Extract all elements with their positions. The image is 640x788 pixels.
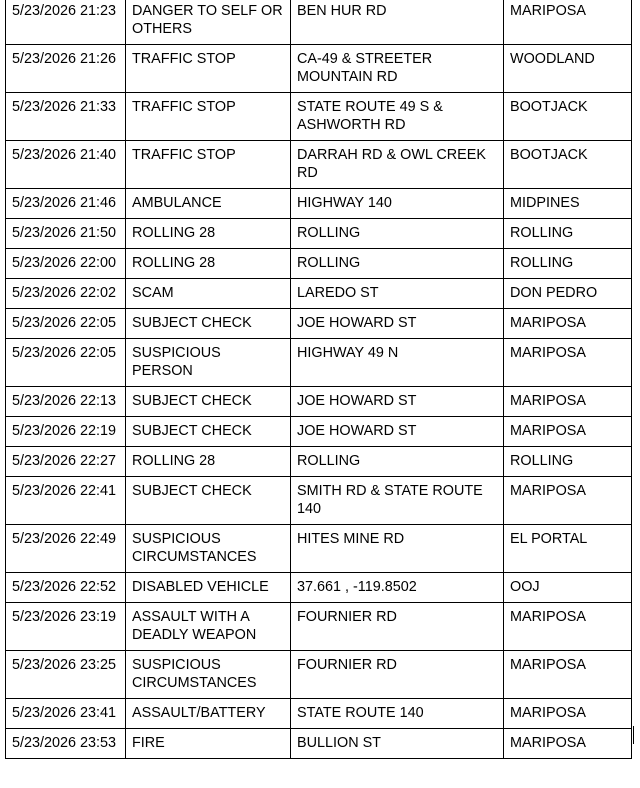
datetime-cell: 5/23/2026 21:46	[6, 189, 126, 219]
datetime-cell: 5/23/2026 23:53	[6, 729, 126, 759]
call-type-cell: ASSAULT WITH A DEADLY WEAPON	[126, 603, 291, 651]
table-row	[6, 249, 632, 279]
location-cell: JOE HOWARD ST	[291, 387, 504, 417]
table-row	[6, 417, 632, 447]
area-cell: EL PORTAL	[504, 525, 632, 573]
location-cell: ROLLING	[291, 249, 504, 279]
location-cell: ROLLING	[291, 219, 504, 249]
table-row	[6, 309, 632, 339]
call-type-cell: DISABLED VEHICLE	[126, 573, 291, 603]
call-type-cell: SCAM	[126, 279, 291, 309]
datetime-cell: 5/23/2026 21:40	[6, 141, 126, 189]
location-cell: SMITH RD & STATE ROUTE 140	[291, 477, 504, 525]
table-row	[6, 447, 632, 477]
location-cell: FOURNIER RD	[291, 603, 504, 651]
location-cell: CA-49 & STREETER MOUNTAIN RD	[291, 45, 504, 93]
location-cell: JOE HOWARD ST	[291, 417, 504, 447]
datetime-cell: 5/23/2026 23:25	[6, 651, 126, 699]
area-cell: MARIPOSA	[504, 729, 632, 759]
location-cell: HIGHWAY 140	[291, 189, 504, 219]
call-type-cell: ASSAULT/BATTERY	[126, 699, 291, 729]
area-cell: ROLLING	[504, 447, 632, 477]
datetime-cell: 5/23/2026 23:19	[6, 603, 126, 651]
area-cell: MARIPOSA	[504, 417, 632, 447]
datetime-cell: 5/23/2026 22:05	[6, 339, 126, 387]
table-row	[6, 573, 632, 603]
area-cell: ROLLING	[504, 219, 632, 249]
area-cell: MARIPOSA	[504, 651, 632, 699]
location-cell: STATE ROUTE 140	[291, 699, 504, 729]
table-row	[6, 525, 632, 573]
call-log-body	[6, 0, 632, 759]
table-row	[6, 729, 632, 759]
table-row	[6, 279, 632, 309]
datetime-cell: 5/23/2026 22:13	[6, 387, 126, 417]
table-row	[6, 651, 632, 699]
location-cell: HITES MINE RD	[291, 525, 504, 573]
area-cell: ROLLING	[504, 249, 632, 279]
table-row	[6, 387, 632, 417]
area-cell: OOJ	[504, 573, 632, 603]
area-cell: MARIPOSA	[504, 339, 632, 387]
call-type-cell: SUBJECT CHECK	[126, 309, 291, 339]
call-log-table	[5, 0, 632, 759]
edge-mark	[633, 726, 634, 744]
location-cell: BEN HUR RD	[291, 0, 504, 45]
datetime-cell: 5/23/2026 21:23	[6, 0, 126, 45]
call-type-cell: TRAFFIC STOP	[126, 93, 291, 141]
table-row	[6, 0, 632, 45]
location-cell: LAREDO ST	[291, 279, 504, 309]
table-row	[6, 141, 632, 189]
datetime-cell: 5/23/2026 21:33	[6, 93, 126, 141]
call-type-cell: SUSPICIOUS CIRCUMSTANCES	[126, 651, 291, 699]
datetime-cell: 5/23/2026 21:50	[6, 219, 126, 249]
location-cell: DARRAH RD & OWL CREEK RD	[291, 141, 504, 189]
datetime-cell: 5/23/2026 22:41	[6, 477, 126, 525]
call-type-cell: TRAFFIC STOP	[126, 141, 291, 189]
datetime-cell: 5/23/2026 22:52	[6, 573, 126, 603]
location-cell: FOURNIER RD	[291, 651, 504, 699]
datetime-cell: 5/23/2026 22:49	[6, 525, 126, 573]
datetime-cell: 5/23/2026 21:26	[6, 45, 126, 93]
call-type-cell: ROLLING 28	[126, 249, 291, 279]
call-type-cell: TRAFFIC STOP	[126, 45, 291, 93]
table-row	[6, 219, 632, 249]
area-cell: BOOTJACK	[504, 93, 632, 141]
area-cell: MIDPINES	[504, 189, 632, 219]
table-row	[6, 45, 632, 93]
call-type-cell: SUBJECT CHECK	[126, 477, 291, 525]
table-row	[6, 189, 632, 219]
area-cell: BOOTJACK	[504, 141, 632, 189]
area-cell: MARIPOSA	[504, 699, 632, 729]
call-type-cell: SUSPICIOUS PERSON	[126, 339, 291, 387]
table-row	[6, 699, 632, 729]
table-row	[6, 93, 632, 141]
call-type-cell: AMBULANCE	[126, 189, 291, 219]
area-cell: MARIPOSA	[504, 477, 632, 525]
location-cell: JOE HOWARD ST	[291, 309, 504, 339]
table-row	[6, 477, 632, 525]
call-type-cell: FIRE	[126, 729, 291, 759]
area-cell: MARIPOSA	[504, 309, 632, 339]
datetime-cell: 5/23/2026 22:02	[6, 279, 126, 309]
datetime-cell: 5/23/2026 22:05	[6, 309, 126, 339]
area-cell: MARIPOSA	[504, 603, 632, 651]
area-cell: DON PEDRO	[504, 279, 632, 309]
table-row	[6, 339, 632, 387]
datetime-cell: 5/23/2026 22:27	[6, 447, 126, 477]
location-cell: HIGHWAY 49 N	[291, 339, 504, 387]
call-type-cell: ROLLING 28	[126, 447, 291, 477]
datetime-cell: 5/23/2026 22:19	[6, 417, 126, 447]
call-type-cell: ROLLING 28	[126, 219, 291, 249]
location-cell: ROLLING	[291, 447, 504, 477]
location-cell: BULLION ST	[291, 729, 504, 759]
area-cell: MARIPOSA	[504, 0, 632, 45]
datetime-cell: 5/23/2026 23:41	[6, 699, 126, 729]
location-cell: 37.661 , -119.8502	[291, 573, 504, 603]
location-cell: STATE ROUTE 49 S & ASHWORTH RD	[291, 93, 504, 141]
datetime-cell: 5/23/2026 22:00	[6, 249, 126, 279]
area-cell: MARIPOSA	[504, 387, 632, 417]
call-type-cell: SUBJECT CHECK	[126, 417, 291, 447]
table-row	[6, 603, 632, 651]
area-cell: WOODLAND	[504, 45, 632, 93]
call-type-cell: DANGER TO SELF OR OTHERS	[126, 0, 291, 45]
call-type-cell: SUBJECT CHECK	[126, 387, 291, 417]
call-type-cell: SUSPICIOUS CIRCUMSTANCES	[126, 525, 291, 573]
